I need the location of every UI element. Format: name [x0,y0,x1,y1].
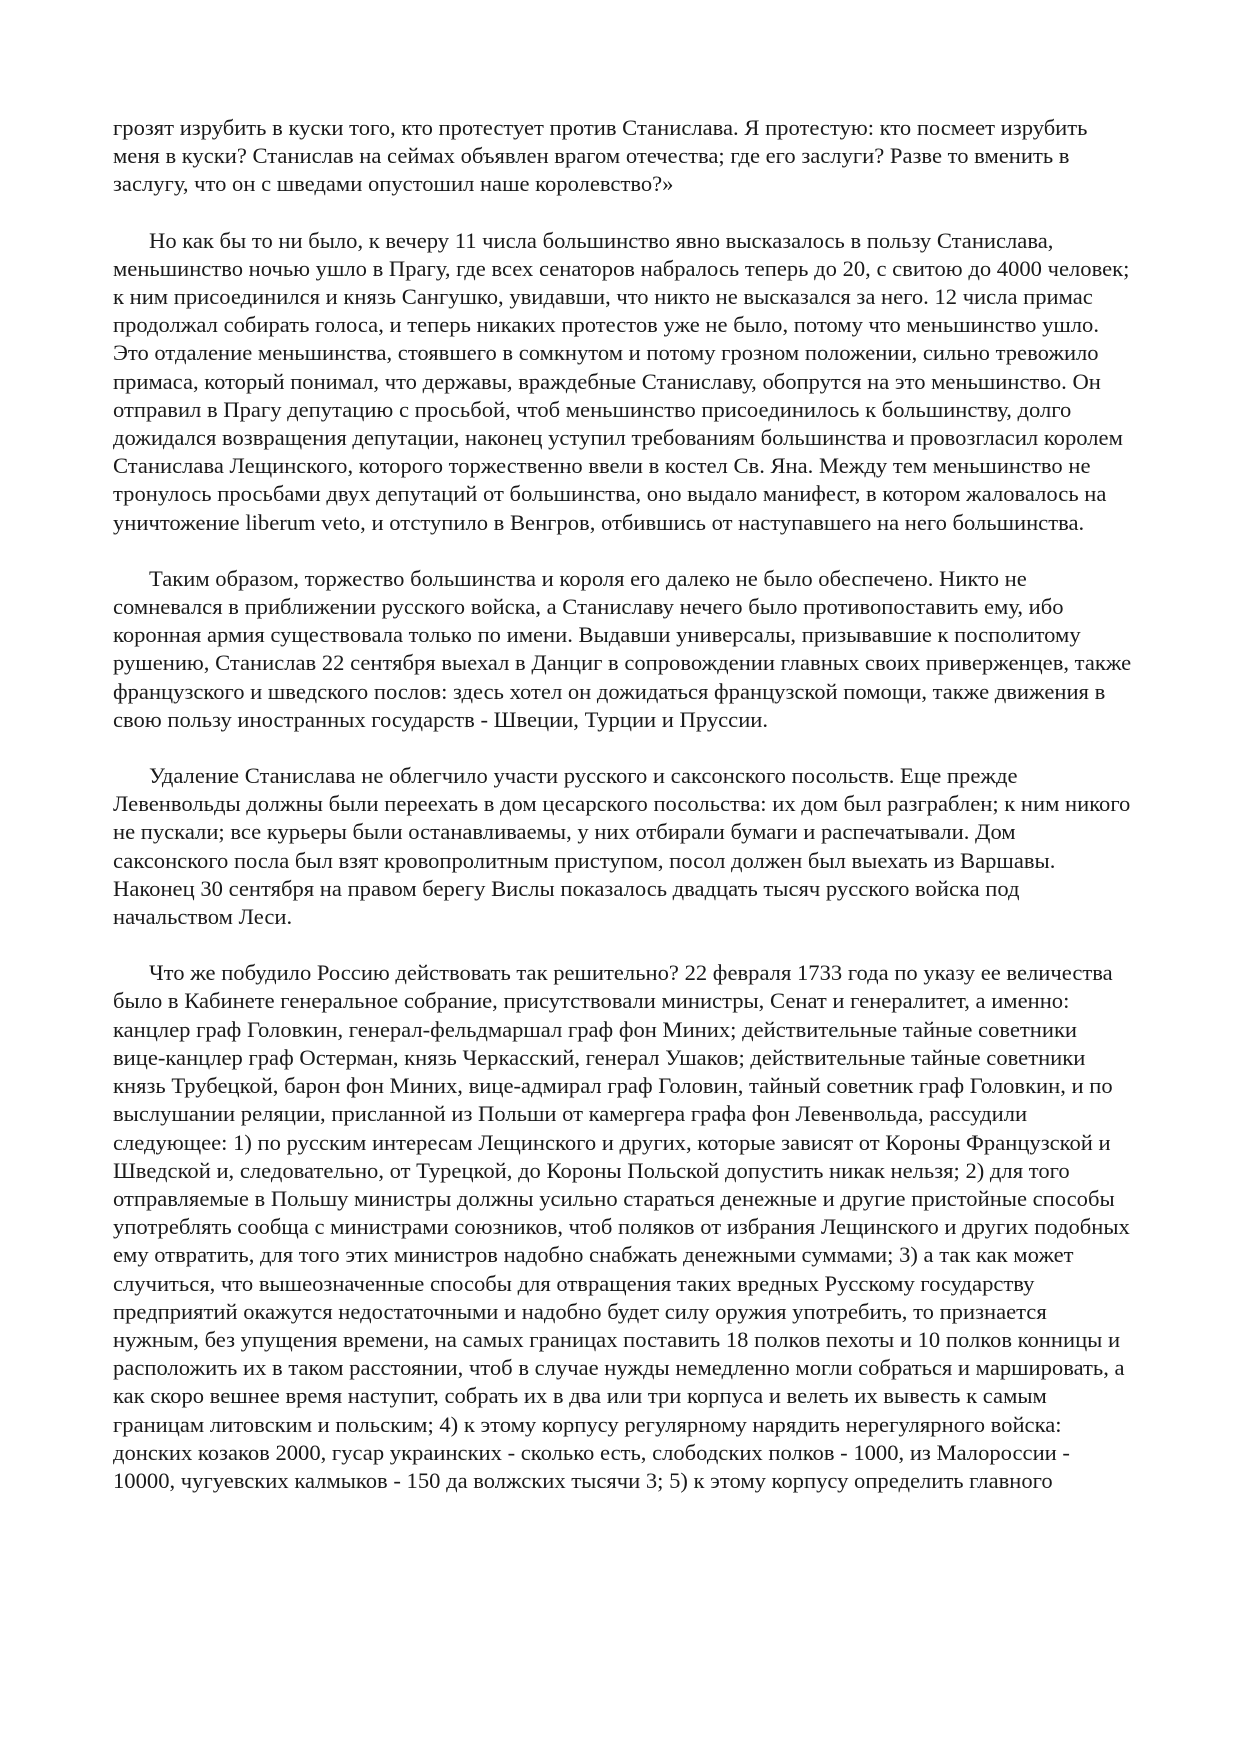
paragraph-4: Удаление Станислава не облегчило участи русского и саксонского посольств. Еще прежде Левенвольды должны были переехать в дом цесарского посольства: их дом был разграблен; к ним никого не пускали; все курьеры были останавливаемы, у них отбирали бумаги и распечатывали. Дом саксонского посла был взят кровопролитным приступом, посол должен был выехать из Варшавы. Наконец 30 сентября на правом берегу Вислы показалось двадцать тысяч русского войска под начальством Леси. [113,763,1131,930]
paragraph-5: Что же побудило Россию действовать так решительно? 22 февраля 1733 года по указу ее величества было в Кабинете генеральное собрание, присутствовали министры, Сенат и генералитет, а именно: канцлер граф Головкин, генерал-фельдмаршал граф фон Миних; действительные тайные советники вице-канцлер граф Остерман, князь Черкасский, генерал Ушаков; действительные тайные советники князь Трубецкой, барон фон Миних, вице-адмирал граф Головин, тайный советник граф Головкин, и по выслушании реляции, присланной из Польши от камергера графа фон Левенвольда, рассудили следующее: 1) по русским интересам Лещинского и других, которые зависят от Короны Французской и Шведской и, следовательно, от Турецкой, до Короны Польской допустить никак нельзя; 2) для того отправляемые в Польшу министры должны усильно стараться денежные и другие пристойные способы употреблять сообща с министрами союзников, чтоб поляков от избрания Лещинского и других подобных ему отвратить, для того этих министров надобно снабжать денежными суммами; 3) а так как может случиться, что вышеозначенные способы для отвращения таких вредных Русскому государству предприятий окажутся недостаточными и надобно будет силу оружия употребить, то признается нужным, без упущения времени, на самых границах поставить 18 полков пехоты и 10 полков конницы и расположить их в таком расстоянии, чтоб в случае нужды немедленно могли собраться и маршировать, а как скоро вешнее время наступит, собрать их в два или три корпуса и велеть их вывесть к самым границам литовским и польским; 4) к этому корпусу регулярному нарядить нерегулярного войска: донских козаков 2000, гусар украинских - сколько есть, слободских полков - 1000, из Малороссии - 10000, чугуевских калмыков - 150 да волжских тысячи 3; 5) к этому корпусу определить главного [113,960,1130,1493]
document-page [113,114,1135,1495]
paragraph-3: Таким образом, торжество большинства и короля его далеко не было обеспечено. Никто не сомневался в приближении русского войска, а Станиславу нечего было противопоставить ему, ибо коронная армия существовала только по имени. Выдавши универсалы, призывавшие к посполитому рушению, Станислав 22 сентября выехал в Данциг в сопровождении главных своих приверженцев, также французского и шведского послов: здесь хотел он дожидаться французской помощи, также движения в свою пользу иностранных государств - Швеции, Турции и Пруссии. [113,565,1132,732]
paragraph-1: грозят изрубить в куски того, кто протестует против Станислава. Я протестую: кто посмеет изрубить меня в куски? Станислав на сеймах объявлен врагом отечества; где его заслуги? Разве то вменить в заслугу, что он с шведами опустошил наше королевство?» [113,115,1088,197]
paragraph-2: Но как бы то ни было, к вечеру 11 числа большинство явно высказалось в пользу Станислава, меньшинство ночью ушло в Прагу, где всех сенаторов набралось теперь до 20, с свитою до 4000 человек; к ним присоединился и князь Сангушко, увидавши, что никто не высказался за него. 12 числа примас продолжал собирать голоса, и теперь никаких протестов уже не было, потому что меньшинство ушло. Это отдаление меньшинства, стоявшего в сомкнутом и потому грозном положении, сильно тревожило примаса, который понимал, что державы, враждебные Станиславу, обопрутся на это меньшинство. Он отправил в Прагу депутацию с просьбой, чтоб меньшинство присоединилось к большинству, долго дожидался возвращения депутации, наконец уступил требованиям большинства и провозгласил королем Станислава Лещинского, которого торжественно ввели в костел Св. Яна. Между тем меньшинство не тронулось просьбами двух депутаций от большинства, оно выдало манифест, в котором жаловалось на уничтожение liberum veto, и отступило в Венгров, отбившись от наступавшего на него большинства. [113,227,1130,535]
